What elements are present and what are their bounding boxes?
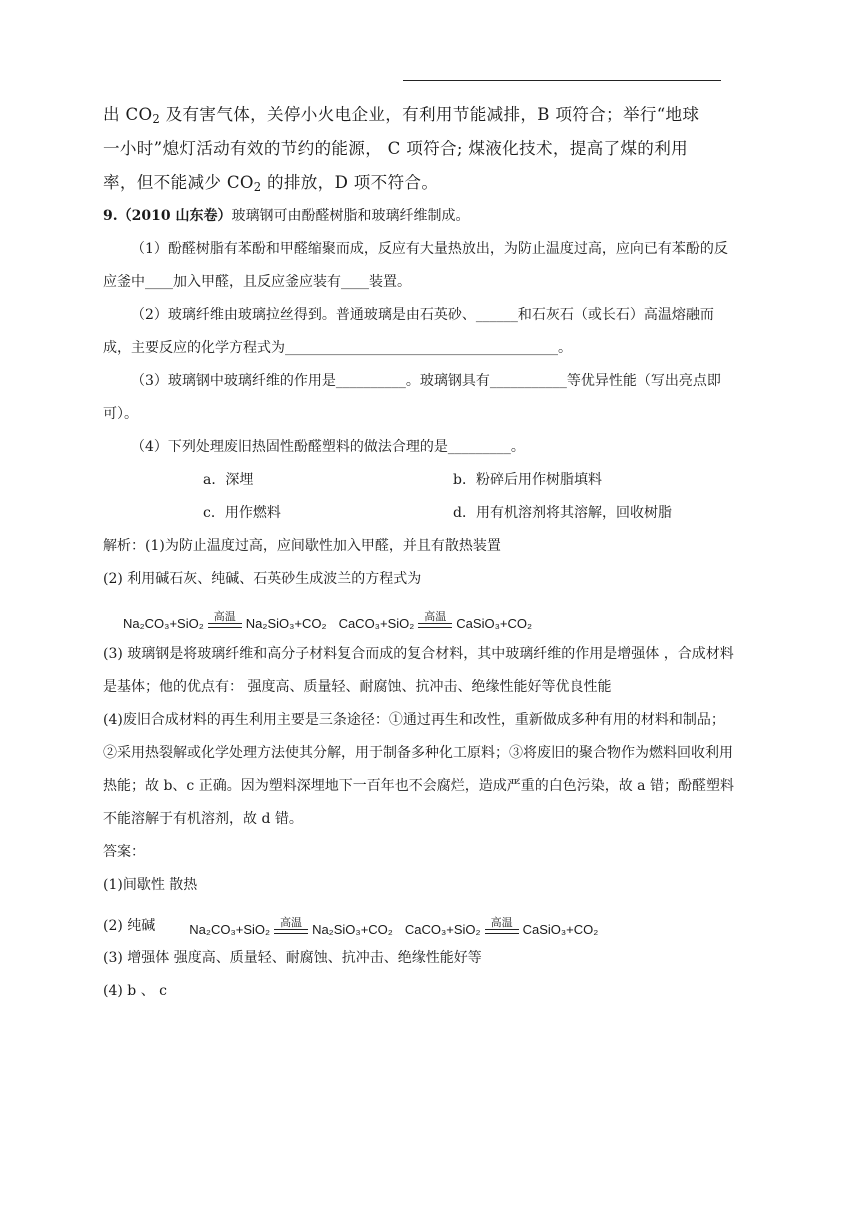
answer-equation-2-reactants: CaCO₃+SiO₂ [404, 922, 481, 937]
options-row-2 [103, 497, 735, 530]
answer-equation-1-arrow [274, 917, 308, 940]
analysis-line-4: (4)废旧合成材料的再生利用主要是三条途径：①通过再生和改性，重新做成多种有用的材料和制品；②采用热裂解或化学处理方法使其分解，用于制备多种化工原料；③将废旧的聚合物作为燃料回收利用热能；故 b、c 正确。因为塑料深埋地下一百年也不会腐烂，造成严重的白色污染，故 a 错；酚醛塑料不能溶解于有机溶剂，故 d 错。 [103, 712, 734, 827]
intro-line-2: 一小时”熄灯活动有效的节约的能源， C 项符合; 煤液化技术，提高了煤的利用 [103, 139, 688, 158]
option-d: d．用有机溶剂将其溶解，回收树脂 [453, 505, 672, 521]
question-part-3: （3）玻璃钢中玻璃纤维的作用是__________。玻璃钢具有___________等优异性能（写出亮点即可）。 [103, 373, 721, 422]
equation-2-arrow [418, 611, 452, 634]
equation-2-condition: 高温 [424, 611, 447, 623]
answer-equation-2 [405, 917, 598, 940]
option-b: b．粉碎后用作树脂填料 [453, 472, 602, 488]
answer-equation-1 [189, 917, 393, 940]
answer-equation-1-reactants: Na₂CO₃+SiO₂ [189, 922, 271, 937]
question-heading [103, 200, 735, 233]
answer-equation-2-products: CaSiO₃+CO₂ [522, 922, 599, 937]
options-row-1 [103, 464, 735, 497]
answer-equation-2-condition: 高温 [490, 917, 513, 929]
answer-4: (4) b 、 c [103, 983, 167, 999]
intro-line-3: 率，但不能减少 $CO_2$ 的排放，D 项不符合。 [103, 173, 439, 194]
analysis-line-1: 解析：(1)为防止温度过高，应间歇性加入甲醛，并且有散热装置 [103, 538, 501, 554]
analysis-equations [103, 596, 735, 634]
question-part-1: （1）酚醛树脂有苯酚和甲醛缩聚而成，反应有大量热放出，为防止温度过高，应向已有苯酚的反应釜中____加入甲醛，且反应釜应装有____装置。 [103, 241, 728, 290]
intro-line-1: 出 $CO_2$ 及有害气体，关停小火电企业，有利用节能减排，B 项符合；举行“地球 [103, 105, 700, 126]
equation-2 [339, 611, 532, 634]
option-c: c．用作燃料 [203, 505, 281, 521]
question-stem: 玻璃钢可由酚醛树脂和玻璃纤维制成。 [231, 208, 470, 224]
answer-equation-2-arrow [485, 917, 519, 940]
analysis-line-3: (3) 玻璃钢是将玻璃纤维和高分子材料复合而成的复合材料，其中玻璃纤维的作用是增强体 ，合成材料是基体；他的优点有： 强度高、质量轻、耐腐蚀、抗冲击、绝缘性能好等优良性能 [103, 646, 734, 695]
answer-equation-1-condition: 高温 [280, 917, 303, 929]
equation-1-reactants: Na₂CO₃+SiO₂ [123, 616, 204, 631]
question-part-4: （4）下列处理废旧热固性酚醛塑料的做法合理的是_________。 [131, 439, 525, 455]
option-a: a．深埋 [203, 472, 254, 488]
answer-3: (3) 增强体 强度高、质量轻、耐腐蚀、抗冲击、绝缘性能好等 [103, 950, 482, 966]
equation-1-arrow [208, 611, 242, 634]
header-rule [403, 80, 721, 81]
intro-paragraph [103, 98, 735, 200]
answer-label: 答案： [103, 844, 145, 860]
equation-2-products: CaSiO₃+CO₂ [456, 616, 533, 631]
answer-2-prefix: (2) 纯碱 [103, 918, 156, 934]
document-page [103, 98, 735, 1008]
equation-2-reactants: CaCO₃+SiO₂ [338, 616, 415, 631]
analysis-line-2: (2) 利用碱石灰、纯碱、石英砂生成波兰的方程式为 [103, 571, 422, 587]
answer-equation-1-products: Na₂SiO₃+CO₂ [312, 922, 393, 937]
question-part-2: （2）玻璃纤维由玻璃拉丝得到。普通玻璃是由石英砂、______和石灰石（或长石）高温熔融而成，主要反应的化学方程式为_______________________________________。 [103, 307, 714, 356]
answer-2 [103, 902, 735, 940]
equation-1-condition: 高温 [213, 611, 236, 623]
question-number: 9.（2010 山东卷） [103, 208, 232, 224]
answer-1: (1)间歇性 散热 [103, 877, 198, 893]
equation-1-products: Na₂SiO₃+CO₂ [245, 616, 327, 631]
equation-1 [123, 611, 327, 634]
